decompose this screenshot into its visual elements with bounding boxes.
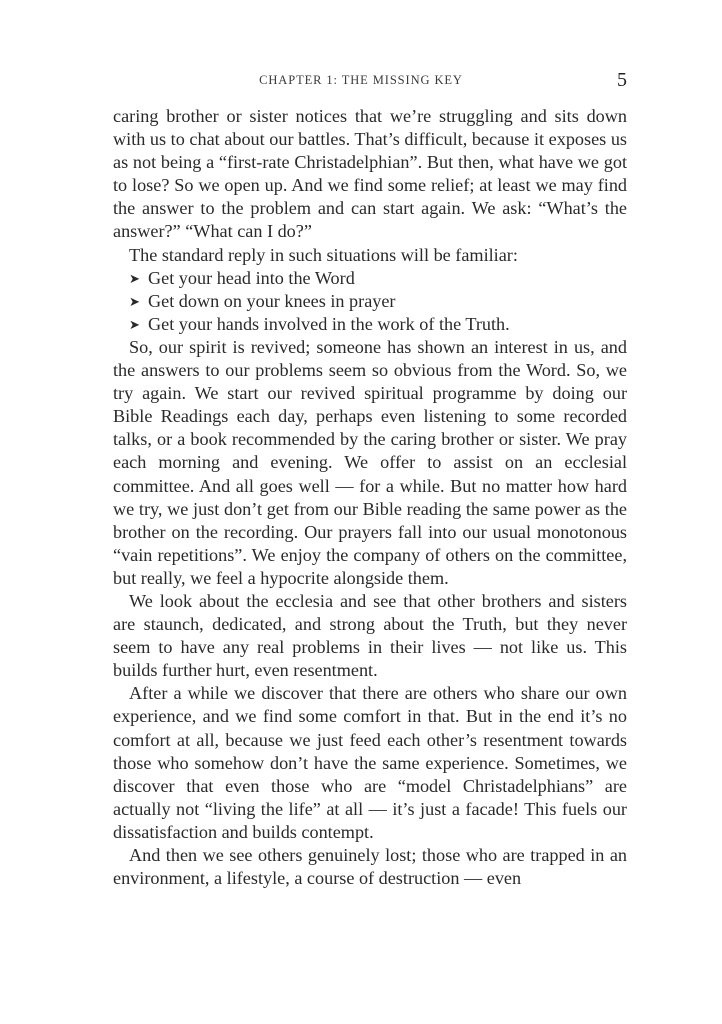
- page-header: [0, 69, 722, 93]
- paragraph-4: We look about the ecclesia and see that other brothers and sisters are staunch, dedicated, and strong about the Truth, but they never seem to have any real problems in their lives — not like us. This builds further hurt, even resentment.: [113, 590, 627, 681]
- page-number: 5: [617, 69, 627, 91]
- chevron-right-icon: ➤: [129, 316, 140, 332]
- chevron-right-icon: ➤: [129, 270, 140, 286]
- list-item-text: Get your head into the Word: [148, 267, 355, 288]
- list-item: [129, 313, 627, 336]
- list-item: [129, 267, 627, 290]
- list-item: [129, 290, 627, 313]
- paragraph-5: After a while we discover that there are others who share our own experience, and we find some comfort in that. But in the end it’s no comfort at all, because we just feed each other’s resentment towards those who somehow don’t have the same experience. Sometimes, we discover that even those who are “model Christadelphians” are actually not “living the life” at all — it’s just a facade! This fuels our dissatisfaction and builds contempt.: [113, 683, 627, 842]
- paragraph-2: The standard reply in such situations will be familiar:: [129, 244, 518, 265]
- chevron-right-icon: ➤: [129, 293, 140, 309]
- bullet-list: [113, 267, 627, 336]
- running-head: CHAPTER 1: THE MISSING KEY: [259, 73, 463, 87]
- paragraph-1: caring brother or sister notices that we’re struggling and sits down with us to chat about our battles. That’s difficult, because it exposes us as not being a “first-rate Christadelphian”. But then, what have we got to lose? So we open up. And we find some relief; at least we may find the answer to the problem and can start again. We ask: “What’s the answer?” “What can I do?”: [113, 106, 627, 242]
- list-item-text: Get down on your knees in prayer: [148, 290, 396, 311]
- paragraph-3: So, our spirit is revived; someone has shown an interest in us, and the answers to our problems seem so obvious from the Word. So, we try again. We start our revived spiritual programme by doing our Bible Readings each day, perhaps even listening to some recorded talks, or a book recommended by the caring brother or sister. We pray each morning and evening. We offer to assist on an ecclesial committee. And all goes well — for a while. But no matter how hard we try, we just don’t get from our Bible reading the same power as the brother on the recording. Our prayers fall into our usual monotonous “vain repetitions”. We enjoy the company of others on the committee, but really, we feel a hypocrite alongside them.: [113, 336, 627, 588]
- list-item-text: Get your hands involved in the work of the Truth.: [148, 313, 510, 334]
- body-text: [113, 105, 627, 890]
- paragraph-6: And then we see others genuinely lost; those who are trapped in an environment, a lifestyle, a course of destruction — even: [113, 845, 627, 889]
